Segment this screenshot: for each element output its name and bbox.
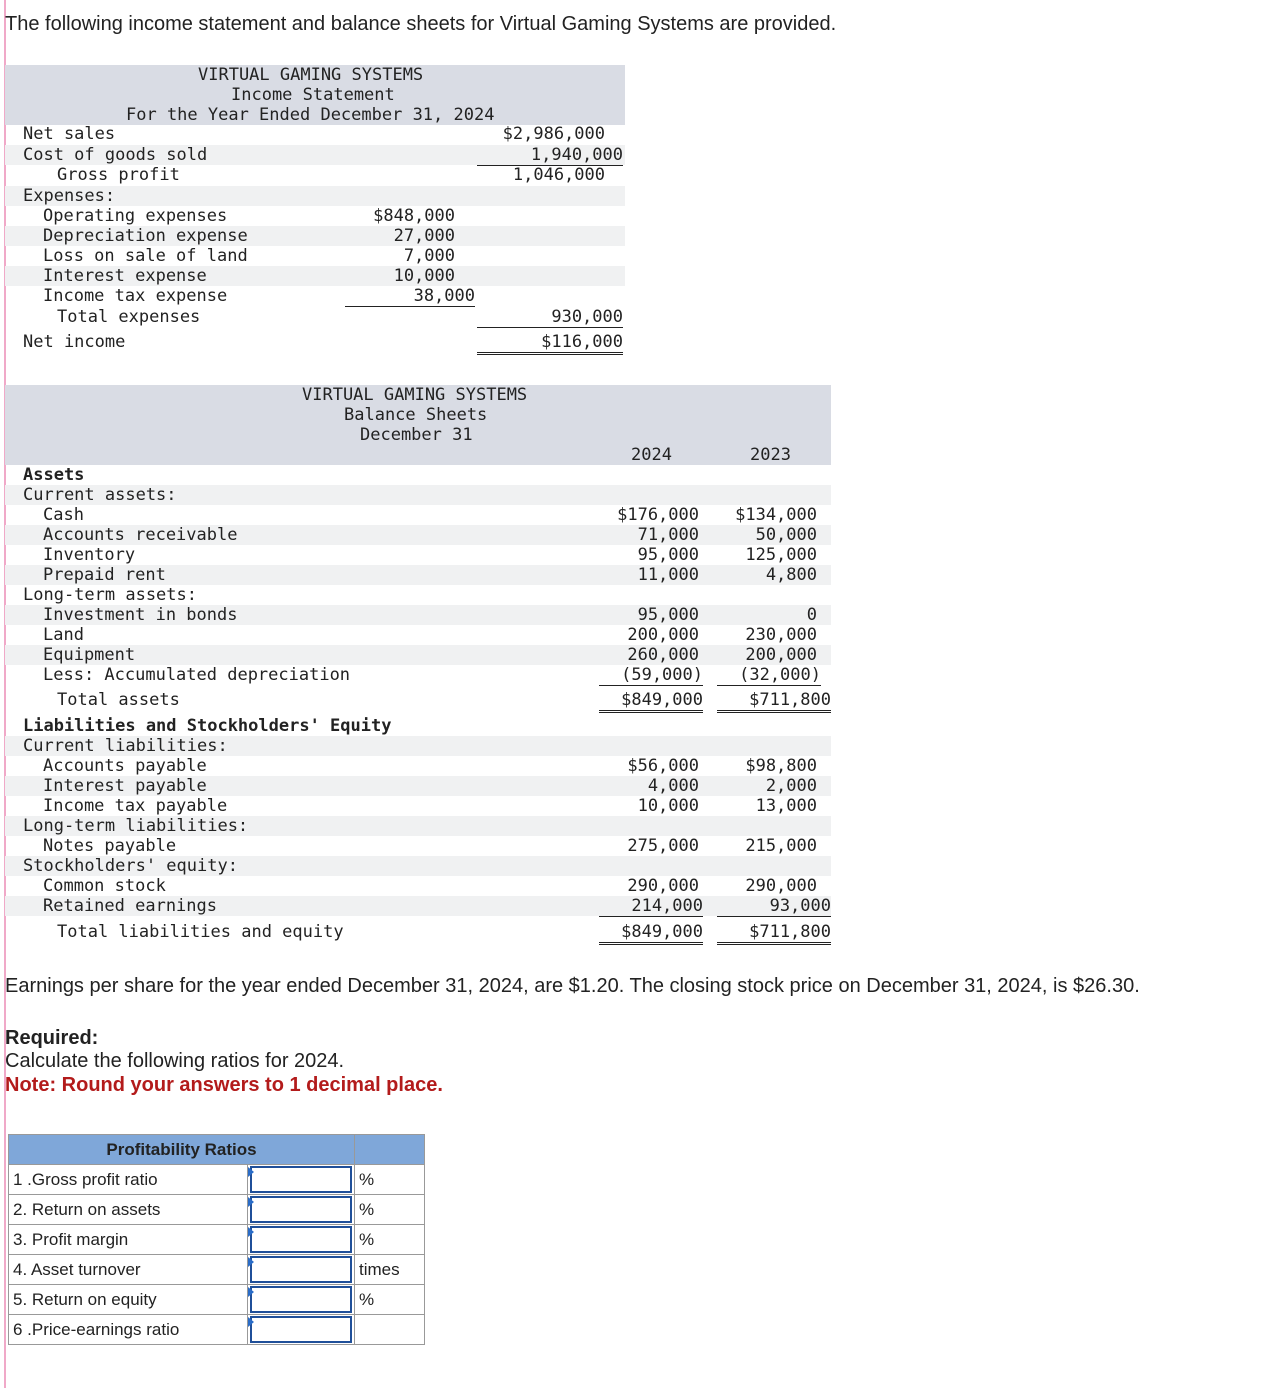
table-row	[9, 1255, 425, 1285]
answer-cell	[248, 1195, 355, 1225]
row-current-liabilities	[5, 736, 831, 756]
row-stockholders-equity	[5, 856, 831, 876]
ratio-name: 6 .Price-earnings ratio	[9, 1315, 248, 1345]
value: 27,000	[393, 226, 455, 246]
label: Stockholders' equity:	[23, 856, 238, 876]
value-2024	[599, 690, 703, 713]
table-row	[9, 1165, 425, 1195]
value-2023: 4,800	[765, 565, 817, 585]
value-2024: $56,000	[627, 756, 699, 776]
label: Equipment	[43, 645, 136, 665]
flag-icon	[248, 1317, 254, 1327]
value-2024: 71,000	[637, 525, 699, 545]
value	[345, 286, 475, 307]
label: Accounts receivable	[43, 525, 238, 545]
value-text: $711,800	[749, 922, 831, 942]
label: Depreciation expense	[43, 226, 248, 246]
row-ar	[5, 525, 831, 545]
value-2024: 200,000	[627, 625, 699, 645]
label: Income tax payable	[43, 796, 228, 816]
value: 7,000	[403, 246, 455, 266]
value-text: 93,000	[769, 896, 831, 916]
label: Accounts payable	[43, 756, 207, 776]
row-total-liab-equity	[5, 922, 831, 942]
table-row	[9, 1195, 425, 1225]
ratio-name: 1 .Gross profit ratio	[9, 1165, 248, 1195]
label: Total expenses	[57, 307, 201, 327]
unit: %	[355, 1165, 425, 1195]
unit: times	[355, 1255, 425, 1285]
unit: %	[355, 1285, 425, 1315]
value-2024: 4,000	[647, 776, 699, 796]
value-2023: $98,800	[745, 756, 817, 776]
label: Current assets:	[23, 485, 177, 505]
balance-sheet-date: December 31	[360, 425, 473, 445]
eps-text: Earnings per share for the year ended December 31, 2024, are $1.20. The closing stock price on December 31, 2024, is $26.30.	[5, 975, 1140, 997]
answer-input[interactable]	[250, 1166, 352, 1193]
row-cogs	[5, 145, 625, 165]
row-bonds	[5, 605, 831, 625]
row-interest-payable	[5, 776, 831, 796]
row-cash	[5, 505, 831, 525]
value-text: $116,000	[541, 332, 623, 352]
value-text: 930,000	[551, 307, 623, 327]
row-accum-dep	[5, 665, 831, 685]
answer-cell	[248, 1285, 355, 1315]
label: Expenses:	[23, 186, 116, 206]
label: Prepaid rent	[43, 565, 166, 585]
row-expenses-label	[5, 186, 625, 206]
income-statement-title: VIRTUAL GAMING SYSTEMS	[198, 65, 424, 85]
row-expense	[5, 206, 625, 226]
required-label: Required:	[5, 1027, 99, 1049]
row-prepaid	[5, 565, 831, 585]
value-2023: $134,000	[735, 505, 817, 525]
flag-icon	[248, 1287, 254, 1297]
row-net-income	[5, 332, 625, 352]
label: Net sales	[23, 124, 116, 144]
label: Liabilities and Stockholders' Equity	[23, 716, 392, 736]
value-2024: $176,000	[617, 505, 699, 525]
label: Retained earnings	[43, 896, 217, 916]
flag-icon	[248, 1197, 254, 1207]
label: Income tax expense	[43, 286, 228, 306]
table-row	[9, 1315, 425, 1345]
value-2023	[717, 896, 831, 917]
label: Long-term liabilities:	[23, 816, 249, 836]
flag-icon	[248, 1257, 254, 1267]
intro-text: The following income statement and balance sheets for Virtual Gaming Systems are provided.	[5, 13, 837, 35]
row-land	[5, 625, 831, 645]
value-2023	[717, 690, 831, 713]
income-statement-period: For the Year Ended December 31, 2024	[126, 105, 495, 125]
answer-input[interactable]	[250, 1286, 352, 1313]
header-filler	[355, 1135, 425, 1165]
row-long-term-assets	[5, 585, 831, 605]
value-2024: (59,000)	[599, 665, 703, 686]
answer-input[interactable]	[250, 1196, 352, 1223]
label: Current liabilities:	[23, 736, 228, 756]
row-common-stock	[5, 876, 831, 896]
value-2023: 0	[806, 605, 817, 625]
value-2023: 125,000	[745, 545, 817, 565]
value-2023: 2,000	[765, 776, 817, 796]
value-2024: 11,000	[637, 565, 699, 585]
row-gross-profit	[5, 165, 625, 185]
row-equipment	[5, 645, 831, 665]
table-row	[9, 1285, 425, 1315]
column-2023: 2023	[750, 445, 791, 465]
label: Operating expenses	[43, 206, 228, 226]
rounding-note: Note: Round your answers to 1 decimal place.	[5, 1074, 443, 1096]
value-text: $849,000	[621, 922, 703, 942]
value-2024: 290,000	[627, 876, 699, 896]
row-liab-equity-header	[5, 716, 831, 736]
row-income-tax-payable	[5, 796, 831, 816]
value-2023: 13,000	[755, 796, 817, 816]
value-2024: 10,000	[637, 796, 699, 816]
balance-sheet	[5, 385, 831, 950]
label: Less: Accumulated depreciation	[43, 665, 351, 685]
value-text: 1,940,000	[530, 145, 623, 165]
flag-icon	[248, 1167, 254, 1177]
row-expense	[5, 286, 625, 306]
row-inventory	[5, 545, 831, 565]
ratio-name: 3. Profit margin	[9, 1225, 248, 1255]
value-2023	[717, 922, 831, 945]
ratio-name: 2. Return on assets	[9, 1195, 248, 1225]
label: Net income	[23, 332, 126, 352]
row-expense	[5, 226, 625, 246]
income-statement-subtitle: Income Statement	[231, 85, 395, 105]
label: Common stock	[43, 876, 166, 896]
value-2024: 260,000	[627, 645, 699, 665]
value-2023: (32,000)	[717, 665, 821, 686]
table-row	[9, 1225, 425, 1255]
row-notes-payable	[5, 836, 831, 856]
label: Cash	[43, 505, 84, 525]
answer-cell	[248, 1255, 355, 1285]
label: Long-term assets:	[23, 585, 197, 605]
answer-cell	[248, 1165, 355, 1195]
instructions: Calculate the following ratios for 2024.	[5, 1050, 345, 1072]
row-assets-header	[5, 465, 831, 485]
label: Investment in bonds	[43, 605, 238, 625]
unit	[355, 1315, 425, 1345]
value-text: 38,000	[413, 286, 475, 306]
answer-cell	[248, 1225, 355, 1255]
answer-input[interactable]	[250, 1256, 352, 1283]
row-ap	[5, 756, 831, 776]
value-2023: 230,000	[745, 625, 817, 645]
value	[477, 145, 623, 166]
answer-cell	[248, 1315, 355, 1345]
value	[477, 332, 623, 355]
label: Notes payable	[43, 836, 177, 856]
value: 1,046,000	[512, 165, 605, 185]
label: Cost of goods sold	[23, 145, 208, 165]
label: Inventory	[43, 545, 136, 565]
unit: %	[355, 1195, 425, 1225]
balance-sheet-title: VIRTUAL GAMING SYSTEMS	[302, 385, 528, 405]
value-2024: 95,000	[637, 545, 699, 565]
answer-input[interactable]	[250, 1226, 352, 1253]
value-text: $711,800	[749, 690, 831, 710]
row-expense	[5, 246, 625, 266]
balance-sheet-subtitle: Balance Sheets	[344, 405, 488, 425]
ratio-name: 5. Return on equity	[9, 1285, 248, 1315]
value-2023: 50,000	[755, 525, 817, 545]
row-net-sales	[5, 124, 625, 144]
row-long-term-liabilities	[5, 816, 831, 836]
value	[477, 307, 623, 328]
ratio-name: 4. Asset turnover	[9, 1255, 248, 1285]
income-statement	[5, 65, 625, 360]
column-2024: 2024	[631, 445, 672, 465]
row-current-assets	[5, 485, 831, 505]
row-expense	[5, 266, 625, 286]
label: Total liabilities and equity	[57, 922, 344, 942]
label: Interest expense	[43, 266, 207, 286]
value-2024	[599, 896, 703, 917]
flag-icon	[248, 1227, 254, 1237]
value: $2,986,000	[502, 124, 605, 144]
value: $848,000	[373, 206, 455, 226]
value: 10,000	[393, 266, 455, 286]
value-2024: 275,000	[627, 836, 699, 856]
unit: %	[355, 1225, 425, 1255]
value-2023: 215,000	[745, 836, 817, 856]
label: Interest payable	[43, 776, 207, 796]
value-2023: 200,000	[745, 645, 817, 665]
label: Land	[43, 625, 84, 645]
label: Total assets	[57, 690, 180, 710]
row-retained-earnings	[5, 896, 831, 916]
value-2024: 95,000	[637, 605, 699, 625]
answer-input[interactable]	[250, 1316, 352, 1343]
profitability-ratios-table	[8, 1134, 425, 1345]
row-total-assets	[5, 690, 831, 710]
value-text: 214,000	[631, 896, 703, 916]
label: Loss on sale of land	[43, 246, 248, 266]
value-2024	[599, 922, 703, 945]
value-text: $849,000	[621, 690, 703, 710]
table-header: Profitability Ratios	[9, 1135, 355, 1165]
label: Assets	[23, 465, 85, 485]
label: Gross profit	[57, 165, 180, 185]
value-2023: 290,000	[745, 876, 817, 896]
row-total-expenses	[5, 307, 625, 327]
